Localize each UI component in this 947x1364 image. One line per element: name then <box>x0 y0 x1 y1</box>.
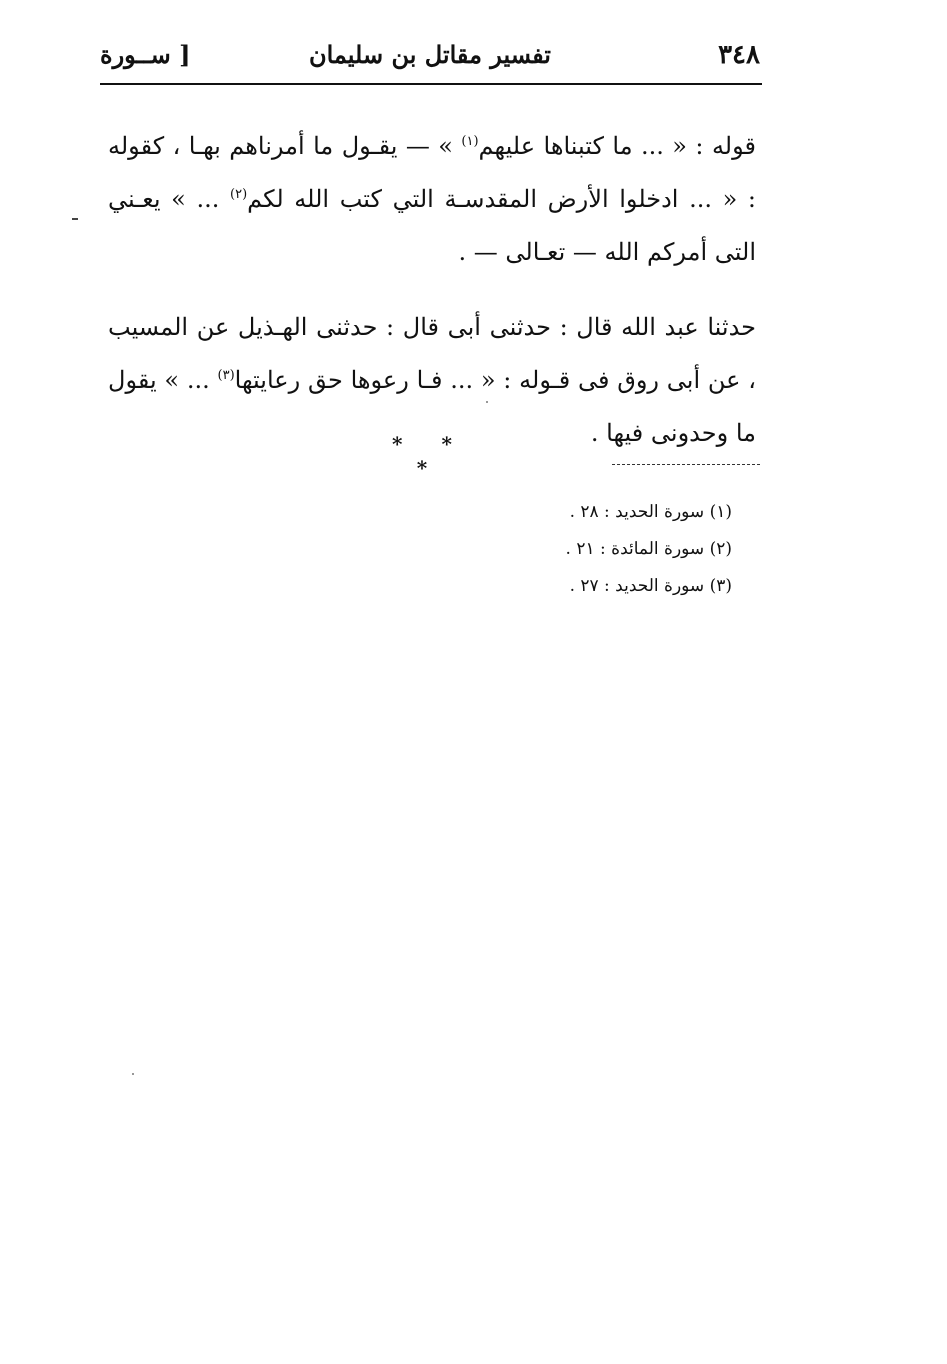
footnote-ref-2: (٢) <box>230 187 248 202</box>
footnotes <box>400 494 732 605</box>
scan-speck <box>132 1073 134 1075</box>
paragraph-1-part-a: قوله : « ... ما كتبناها عليهم <box>478 132 756 160</box>
paragraph-1-part-c: ... » يعـني التى أمركم الله — تعـالى — . <box>108 185 756 266</box>
paragraph-1 <box>108 120 756 279</box>
footnote-ref-3: (٣) <box>217 368 235 383</box>
section-separator: * * * <box>392 432 468 480</box>
paragraph-2-part-a: حدثنا عبد الله قال : حدثنى أبى قال : حدثنى الهـذيل عن المسيب ، عن أبى روق فى قـوله : « ... فـا رعوها حق رعايتها <box>108 313 756 394</box>
paragraph-1-part-b: » — يقـول ما أمرناهم بهـا ، كقوله : « ... ادخلوا الأرض المقدسـة التي كتب الله لكم <box>108 132 756 213</box>
paragraph-2-part-b: ... » يقول ما وحدونى فيها . <box>108 366 756 447</box>
margin-mark <box>72 218 78 220</box>
footnote-rule <box>612 464 760 465</box>
header-rule <box>100 83 762 85</box>
footnote-ref-1: (١) <box>461 134 479 149</box>
page-header <box>100 38 760 82</box>
footnote-2: (٢) سورة المائدة : ٢١ . <box>565 539 732 559</box>
body-text <box>108 120 756 460</box>
footnote-3: (٣) سورة الحديد : ٢٧ . <box>569 576 732 596</box>
scan-speck <box>486 401 488 403</box>
footnote-1: (١) سورة الحديد : ٢٨ . <box>569 502 732 522</box>
page-number: ٣٤٨ <box>718 40 760 70</box>
section-label: [ ســورة <box>100 40 191 69</box>
running-title: تفسير مقاتل بن سليمان <box>308 40 551 69</box>
